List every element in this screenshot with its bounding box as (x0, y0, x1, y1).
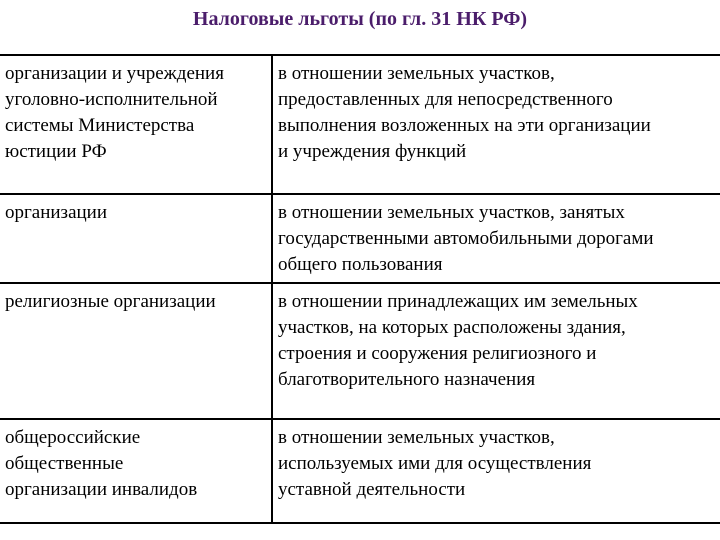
beneficiary-cell: организации (0, 194, 272, 283)
benefit-scope-cell: в отношении земельных участков, занятых государственными автомобильными дорогами общего пользования (272, 194, 720, 283)
beneficiary-cell: общероссийские общественные организации инвалидов (0, 419, 272, 523)
page-title: Налоговые льготы (по гл. 31 НК РФ) (192, 8, 528, 30)
table-row (0, 419, 720, 523)
table-row (0, 194, 720, 283)
benefit-scope-cell: в отношении принадлежащих им земельных участков, на которых расположены здания, строения и сооружения религиозного и благотворительного назначения (272, 283, 720, 419)
table-row (0, 55, 720, 194)
beneficiary-cell: организации и учреждения уголовно-исполнительной системы Министерства юстиции РФ (0, 55, 272, 194)
table-row (0, 283, 720, 419)
beneficiary-cell: религиозные организации (0, 283, 272, 419)
benefit-scope-cell: в отношении земельных участков, предоставленных для непосредственного выполнения возложенных на эти организации и учреждения функций (272, 55, 720, 194)
tax-benefits-table (0, 54, 720, 524)
benefit-scope-cell: в отношении земельных участков, используемых ими для осуществления уставной деятельности (272, 419, 720, 523)
